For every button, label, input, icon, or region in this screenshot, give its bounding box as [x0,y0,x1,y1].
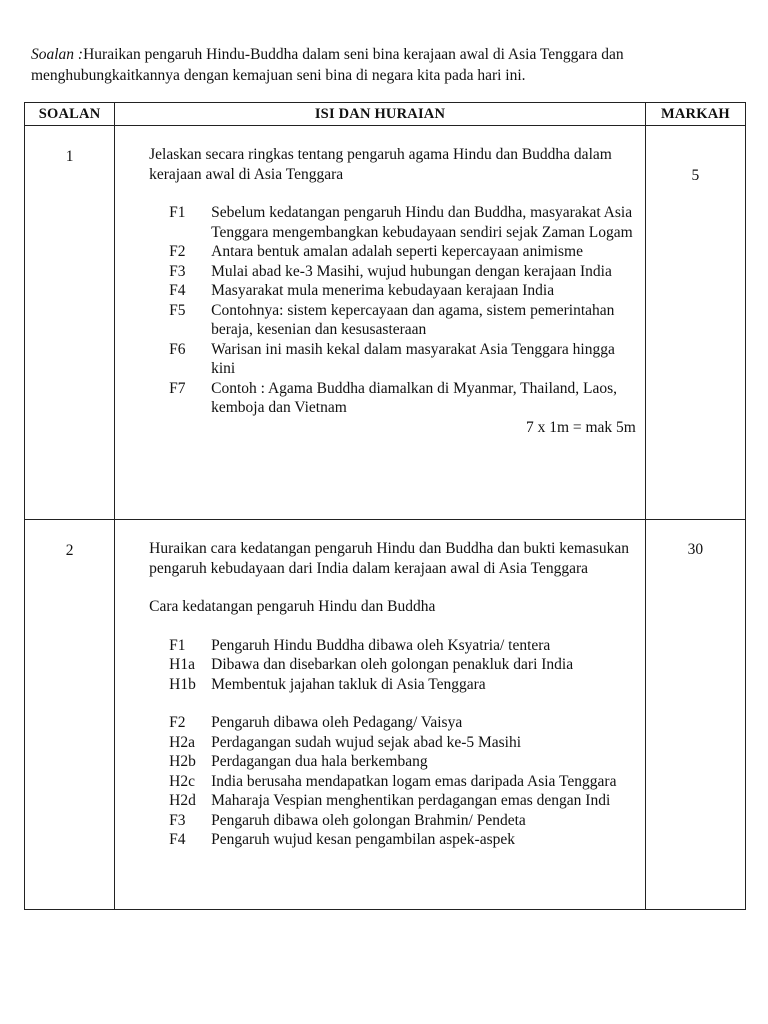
point-code: H1a [169,656,195,673]
point-code: H2b [169,753,196,770]
point-text: Sebelum kedatangan pengaruh Hindu dan Buddha, masyarakat Asia Tenggara mengembangkan kebudayaan sendiri sejak Zaman Logam [211,204,633,241]
question-content [115,520,646,910]
list-item [149,262,639,282]
table-header-row [25,103,746,126]
point-list [149,713,639,850]
header-markah: MARKAH [645,103,745,126]
section-subheading: Cara kedatangan pengaruh Hindu dan Buddha [149,598,436,615]
point-text: Contoh : Agama Buddha diamalkan di Myanmar, Thailand, Laos, kemboja dan Vietnam [211,379,618,416]
point-code: F3 [169,262,186,280]
list-item [149,636,639,656]
point-list [149,203,639,418]
point-code: H1b [169,675,196,693]
point-code: F6 [169,340,186,358]
list-item [149,791,639,811]
list-item [149,242,639,262]
question-number: 1 [25,126,115,520]
point-text: Pengaruh wujud kesan pengambilan aspek-aspek [211,831,516,848]
header-isi-dan-huraian: ISI DAN HURAIAN [115,103,646,126]
point-text: Warisan ini masih kekal dalam masyarakat Asia Tenggara hingga kini [211,340,615,377]
point-code: F3 [169,811,186,829]
answer-scheme-table [24,102,746,910]
point-code: F7 [169,379,186,397]
point-code: H2c [169,772,195,790]
question-text: Huraikan pengaruh Hindu-Buddha dalam seni bina kerajaan awal di Asia Tenggara dan menghubungkaitkannya dengan kemajuan seni bina di negara kita pada hari ini. [31,46,624,84]
header-soalan: SOALAN [25,103,115,126]
table-row [25,126,746,520]
point-text: Masyarakat mula menerima kebudayaan kerajaan India [211,282,555,299]
point-text: Pengaruh dibawa oleh golongan Brahmin/ Pendeta [211,811,526,829]
point-text: Dibawa dan disebarkan oleh golongan penakluk dari India [211,656,574,673]
list-item [149,752,639,772]
point-text: Maharaja Vespian menghentikan perdagangan emas dengan Indi [211,792,611,809]
question-mark: 5 [645,126,745,520]
list-item [149,301,639,340]
point-code: F1 [169,636,186,654]
point-text: Antara bentuk amalan adalah seperti kepercayaan animisme [211,243,583,260]
point-code: F4 [169,831,186,848]
list-item [149,281,639,301]
question-number: 2 [25,520,115,910]
point-code: F5 [169,301,186,319]
list-item [149,675,639,695]
list-item [149,379,639,418]
point-list [149,636,639,695]
list-item [149,772,639,792]
list-item [149,830,639,850]
question-prompt: Jelaskan secara ringkas tentang pengaruh agama Hindu dan Buddha dalam kerajaan awal di Asia Tenggara [149,146,612,183]
point-text: Pengaruh dibawa oleh Pedagang/ Vaisya [211,714,463,731]
point-text: India berusaha mendapatkan logam emas daripada Asia Tenggara [211,772,617,790]
question-prompt: Huraikan cara kedatangan pengaruh Hindu dan Buddha dan bukti kemasukan pengaruh kebudayaan dari India dalam kerajaan awal di Asia Tenggara [149,540,630,577]
point-text: Perdagangan dua hala berkembang [211,753,428,770]
point-code: F2 [169,243,186,260]
point-text: Contohnya: sistem kepercayaan dan agama, sistem pemerintahan beraja, kesenian dan kesusasteraan [211,301,615,338]
point-text: Perdagangan sudah wujud sejak abad ke-5 Masihi [211,733,522,751]
question-content [115,126,646,520]
point-code: H2a [169,733,195,751]
point-code: H2d [169,792,196,809]
question-intro [31,44,746,86]
list-item [149,655,639,675]
point-text: Pengaruh Hindu Buddha dibawa oleh Ksyatria/ tentera [211,636,551,654]
list-item [149,203,639,242]
question-mark: 30 [645,520,745,910]
question-label: Soalan : [31,46,84,63]
list-item [149,340,639,379]
point-text: Mulai abad ke-3 Masihi, wujud hubungan dengan kerajaan India [211,262,612,280]
list-item [149,733,639,753]
point-code: F4 [169,282,186,299]
point-text: Membentuk jajahan takluk di Asia Tenggara [211,675,486,693]
list-item [149,811,639,831]
point-code: F2 [169,714,186,731]
mark-summary: 7 x 1m = mak 5m [525,418,636,436]
list-item [149,713,639,733]
table-row [25,520,746,910]
point-code: F1 [169,204,186,221]
